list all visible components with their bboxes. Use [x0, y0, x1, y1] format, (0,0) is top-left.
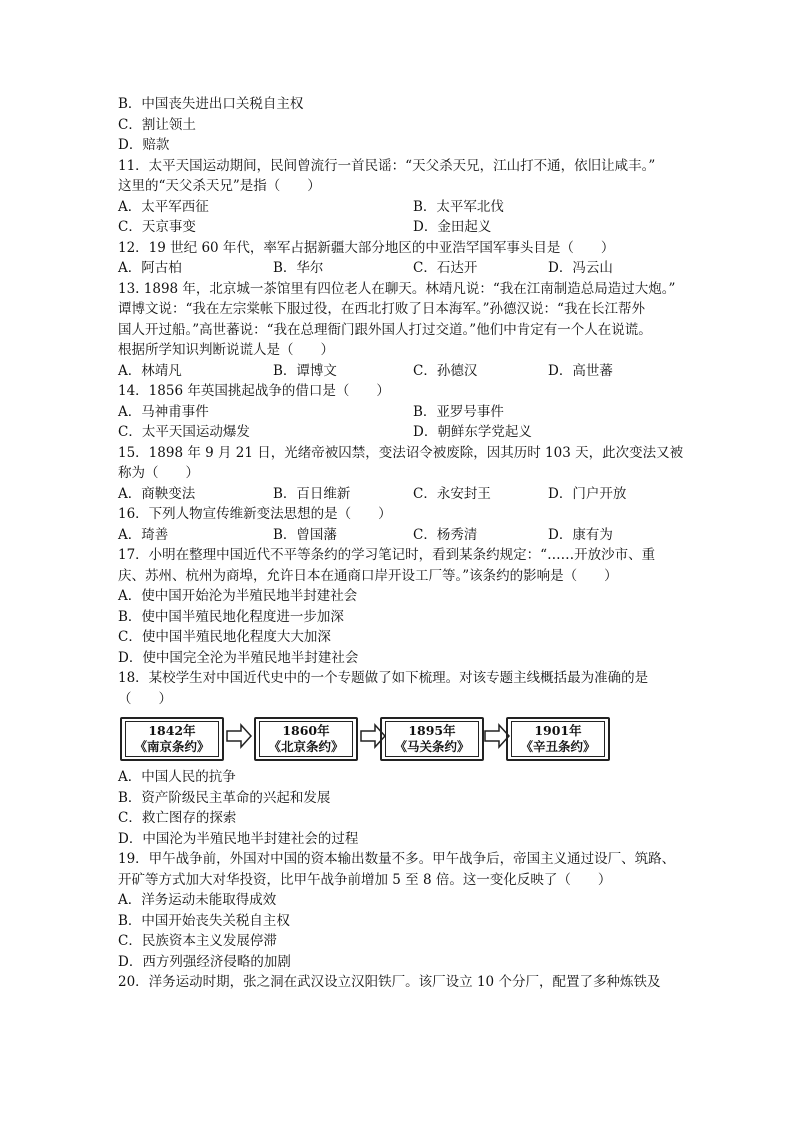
treaty-name: 《北京条约》 [268, 739, 344, 754]
q16-option-b: B．曾国藩 [273, 526, 337, 543]
q12-stem: 12．19 世纪 60 年代，率军占据新疆大部分地区的中亚浩罕国军事头目是（ ） [118, 239, 615, 256]
q12-option-c: C．石达开 [413, 260, 478, 276]
q19-option-a: A．洋务运动未能取得成效 [118, 892, 277, 908]
arrow-right-icon [226, 723, 252, 749]
q14-option-a: A．马神甫事件 [118, 403, 209, 420]
q16-option-a: A．琦善 [118, 526, 169, 543]
q13-option-c: C．孙德汉 [413, 362, 478, 379]
q15-stem-line-1: 15．1898 年 9 月 21 日，光绪帝被囚禁，变法诏令被废除，因其历时 103 天，此次变法又被 [118, 444, 684, 461]
q17-option-d: D．使中国完全沦为半殖民地半封建社会 [118, 649, 359, 666]
q12-option-d: D．冯云山 [548, 260, 613, 276]
q18-option-a: A．中国人民的抗争 [118, 769, 236, 785]
treaty-year: 1901年 [534, 723, 582, 738]
q13-option-d: D．高世蕃 [548, 362, 613, 379]
q11-option-c: C．天京事变 [118, 219, 196, 235]
q13-stem-line-3: 国人开过船。”高世蕃说：“我在总理衙门跟外国人打过交道。”他们中肯定有一个人在说谎。 [118, 321, 652, 338]
q19-option-b: B．中国开始丧失关税自主权 [118, 912, 290, 929]
q11-option-b: B．太平军北伐 [413, 198, 504, 215]
q16-options [118, 525, 688, 546]
q13-stem-line-2: 谭博文说：“我在左宗棠帐下服过役，在西北打败了日本海军。”孙德汉说：“我在长江帮外 [118, 301, 645, 317]
q17-option-a: A．使中国开始沦为半殖民地半封建社会 [118, 588, 358, 604]
q14-option-b: B．亚罗号事件 [413, 403, 504, 420]
q17-option-c: C．使中国半殖民地化程度大大加深 [118, 629, 331, 645]
q19-option-d: D．西方列强经济侵略的加剧 [118, 953, 291, 970]
q15-options [118, 484, 688, 505]
treaty-box-1860 [254, 717, 358, 761]
q14-option-c: C．太平天国运动爆发 [118, 424, 250, 440]
q17-option-b: B．使中国半殖民地化程度进一步加深 [118, 608, 344, 625]
treaty-name: 《南京条约》 [134, 739, 210, 754]
q13-options [118, 361, 688, 382]
q18-option-d: D．中国沦为半殖民地半封建社会的过程 [118, 830, 359, 847]
q17-stem-line-1: 17．小明在整理中国近代不平等条约的学习笔记时，看到某条约规定：“……开放沙市、重 [118, 547, 656, 563]
q13-option-b: B．谭博文 [273, 362, 337, 379]
q18-stem-line-2: （ ） [118, 690, 172, 707]
treaty-box-1895 [380, 717, 484, 761]
q11-stem-line-2: 这里的“天父杀天兄”是指（ ） [118, 178, 321, 194]
treaty-year: 1842年 [148, 723, 196, 738]
q10-option-d: D．赔款 [118, 137, 170, 153]
q14-option-d: D．朝鲜东学党起义 [413, 424, 532, 440]
q14-stem: 14．1856 年英国挑起战争的借口是（ ） [118, 383, 390, 399]
treaty-timeline-diagram [118, 709, 688, 767]
q11-options-row-2 [118, 217, 688, 238]
q18-option-c: C．救亡图存的探索 [118, 810, 237, 826]
q11-option-a: A．太平军西征 [118, 198, 209, 215]
q12-options [118, 258, 688, 279]
q10-option-c: C．割让领土 [118, 116, 196, 133]
q15-stem-line-2: 称为（ ） [118, 465, 199, 481]
treaty-name: 《辛丑条约》 [520, 739, 596, 754]
q16-option-d: D．康有为 [548, 526, 613, 543]
q15-option-a: A．商鞅变法 [118, 485, 196, 502]
q18-stem-line-1: 18．某校学生对中国近代史中的一个专题做了如下梳理。对该专题主线概括最为准确的是 [118, 670, 649, 686]
q15-option-b: B．百日维新 [273, 485, 351, 502]
question-list [118, 94, 688, 993]
q14-options-row-2 [118, 422, 688, 443]
q17-stem-line-2: 庆、苏州、杭州为商埠，允许日本在通商口岸开设工厂等。”该条约的影响是（ ） [118, 567, 618, 584]
q20-stem-line-1: 20．洋务运动时期，张之洞在武汉设立汉阳铁厂。该厂设立 10 个分厂，配置了多种炼铁及 [118, 974, 661, 990]
q11-options-row-1 [118, 197, 688, 218]
treaty-name: 《马关条约》 [394, 739, 470, 754]
q14-options-row-1 [118, 402, 688, 423]
treaty-box-1901 [506, 717, 610, 761]
q18-option-b: B．资产阶级民主革命的兴起和发展 [118, 789, 331, 806]
q10-option-b: B．中国丧失进出口关税自主权 [118, 96, 304, 112]
q13-stem-line-4: 根据所学知识判断说谎人是（ ） [118, 342, 334, 358]
q12-option-b: B．华尔 [273, 260, 324, 276]
treaty-year: 1895年 [408, 723, 456, 738]
q19-stem-line-1: 19．甲午战争前，外国对中国的资本输出数量不多。甲午战争后，帝国主义通过设厂、筑路、 [118, 851, 676, 867]
q16-option-c: C．杨秀清 [413, 526, 478, 543]
q19-option-c: C．民族资本主义发展停滞 [118, 933, 277, 949]
q11-option-d: D．金田起义 [413, 219, 492, 235]
q19-stem-line-2: 开矿等方式加大对华投资，比甲午战争前增加 5 至 8 倍。这一变化反映了（ ） [118, 871, 612, 888]
q11-stem-line-1: 11．太平天国运动期间，民间曾流行一首民谣：“天父杀天兄，江山打不通，依旧让咸丰。” [118, 157, 656, 174]
treaty-year: 1860年 [282, 723, 330, 738]
q12-option-a: A．阿古柏 [118, 260, 182, 276]
q13-option-a: A．林靖凡 [118, 362, 182, 379]
q16-stem: 16．下列人物宣传维新变法思想的是（ ） [118, 506, 392, 522]
q13-stem-line-1: 13. 1898 年，北京城一茶馆里有四位老人在聊天。林靖凡说：“我在江南制造总局造过大炮。” [118, 280, 676, 297]
q15-option-d: D．门户开放 [548, 485, 627, 502]
treaty-box-1842 [120, 717, 224, 761]
q15-option-c: C．永安封王 [413, 485, 491, 502]
